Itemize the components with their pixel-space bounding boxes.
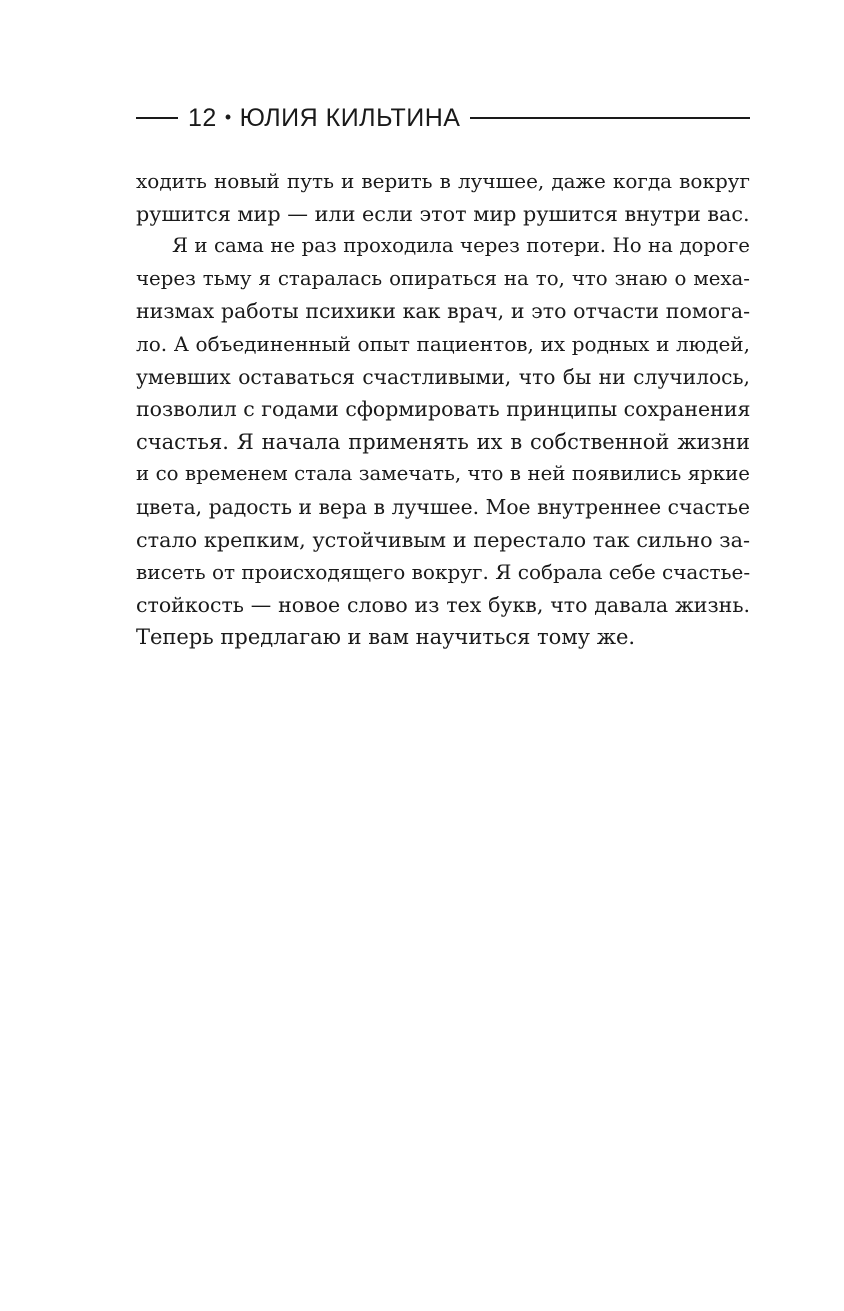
text-line: цвета, радость и вера в лучшее. Мое внутреннее счастье	[136, 494, 750, 519]
text-line: рушится мир — или если этот мир рушится внутри вас.	[136, 201, 750, 226]
text-line: стойкость — новое слово из тех букв, что давала жизнь.	[136, 592, 750, 617]
text-line: умевших оставаться счастливыми, что бы ни случилось,	[136, 364, 750, 389]
body-text	[136, 165, 750, 654]
text-line: позволил с годами сформировать принципы сохранения	[136, 397, 751, 422]
text-line: и со временем стала замечать, что в ней появились яркие	[136, 462, 750, 486]
header-rule-right	[470, 117, 750, 119]
text-line: ло. А объединенный опыт пациентов, их родных и людей,	[136, 331, 750, 356]
author-name: ЮЛИЯ КИЛЬТИНА	[239, 103, 461, 132]
text-line: ходить новый путь и верить в лучшее, даже когда вокруг	[136, 169, 750, 193]
page-number: 12	[188, 103, 217, 132]
text-line: через тьму я старалась опираться на то, что знаю о меха-	[136, 266, 750, 290]
running-head	[136, 101, 750, 135]
header-rule-left	[136, 117, 178, 119]
text-line: стало крепким, устойчивым и перестало так сильно за-	[136, 527, 750, 552]
text-line: Я и сама не раз проходила через потери. Но на дороге	[172, 234, 750, 258]
text-line: низмах работы психики как врач, и это отчасти помога-	[136, 299, 750, 324]
paragraph	[136, 230, 750, 654]
paragraph-continuation	[136, 165, 750, 230]
text-line: Теперь предлагаю и вам научиться тому же.	[136, 625, 636, 650]
text-line: висеть от происходящего вокруг. Я собрала себе счастье-	[136, 560, 751, 585]
bullet-separator: •	[224, 106, 232, 127]
text-line: счастья. Я начала применять их в собственной жизни	[136, 429, 750, 454]
